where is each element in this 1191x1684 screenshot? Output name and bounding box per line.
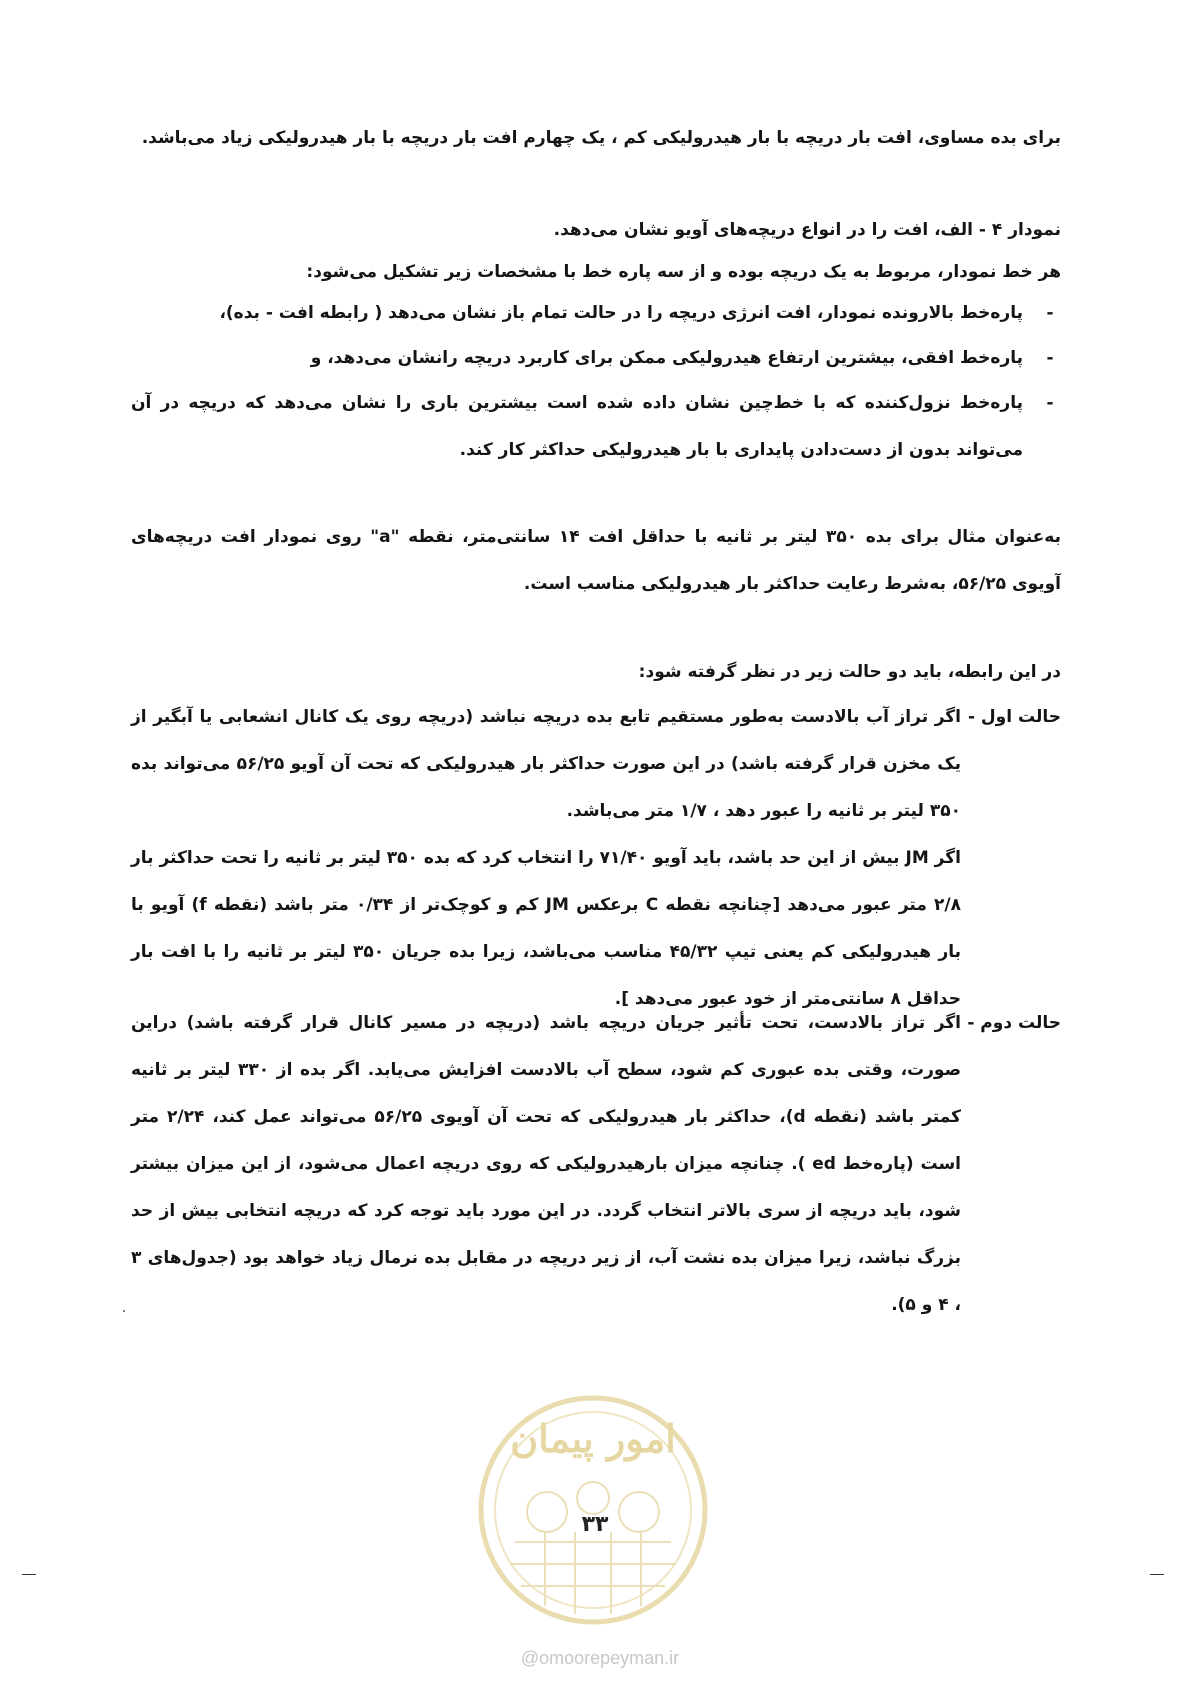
crop-mark-right <box>1150 1574 1164 1575</box>
scan-speck <box>123 1310 125 1312</box>
bullet-text: پاره‌خط بالارونده نمودار، افت انرژی دریچه را در حالت تمام باز نشان می‌دهد ( رابطه افت - بده)، <box>219 303 1023 323</box>
watermark-handle: @omoorepeyman.ir <box>520 1648 680 1668</box>
case-one <box>131 694 1061 1023</box>
case-one-label: حالت اول - <box>967 707 1061 727</box>
seal-text: امور پیمان <box>510 1416 676 1461</box>
chart-reference-line: نمودار ۴ - الف، افت را در انواع دریچه‌های آویو نشان می‌دهد. <box>553 220 1061 240</box>
example-paragraph: به‌عنوان مثال برای بده ۳۵۰ لیتر بر ثانیه با حداقل افت ۱۴ سانتی‌متر، نقطه "a" روی نمودار افت دریچه‌های آویوی ۵۶/۲۵، به‌شرط رعایت حداکثر بار هیدرولیکی مناسب است. <box>131 527 1061 594</box>
bullet-item <box>131 380 1061 474</box>
case-one-text: اگر تراز آب بالادست به‌طور مستقیم تابع بده دریچه نباشد (دریچه روی یک کانال انشعابی یا آبگیر از یک مخزن قرار گرفته باشد) در این صورت حداکثر بار هیدرولیکی که تحت آن آویو ۵۶/۲۵ می‌تواند بده ۳۵۰ لیتر بر ثانیه را عبور دهد ، ۱/۷ متر می‌باشد. <box>131 707 961 821</box>
bullet-text: پاره‌خط نزول‌کننده که با خط‌چین نشان داده شده است بیشترین باری را نشان می‌دهد که دریچه در آن می‌تواند بدون از دست‌دادن پایداری با بار هیدرولیکی حداکثر کار کند. <box>131 393 1023 460</box>
seal-logo <box>475 1392 711 1628</box>
bullet-item <box>131 290 1061 337</box>
bullet-dash: - <box>1046 303 1054 323</box>
bullet-dash: - <box>1046 393 1054 413</box>
case-two-text: اگر تراز بالادست، تحت تأثیر جریان دریچه باشد (دریچه در مسیر کانال قرار گرفته باشد) دراین صورت، وقتی بده عبوری کم شود، سطح آب بالادست افزایش می‌یابد. اگر بده از ۳۳۰ لیتر بر ثانیه کمتر باشد (نقطه d)، حداکثر بار هیدرولیکی که تحت آن آویوی ۵۶/۲۵ می‌تواند عمل کند، ۲/۲۴ متر است (پاره‌خط ed ). چنانچه میزان بارهیدرولیکی که روی دریچه اعمال می‌شود، از این میزان بیشتر شود، باید دریچه از سری بالاتر انتخاب گردد. در این مورد باید توجه کرد که دریچه انتخابی بیش از حد بزرگ نباشد، زیرا میزان بده نشت آب، از زیر دریچه در مقابل بده نرمال زیاد خواهد بود (جدول‌های ۳ ، ۴ و ۵). <box>131 1013 962 1315</box>
cases-intro: در این رابطه، باید دو حالت زیر در نظر گرفته شود: <box>638 662 1061 682</box>
bullet-dash: - <box>1046 348 1054 368</box>
case-two-label: حالت دوم - <box>967 1013 1061 1033</box>
crop-mark-left <box>22 1574 36 1575</box>
bullet-text: پاره‌خط افقی، بیشترین ارتفاع هیدرولیکی ممکن برای کاربرد دریچه رانشان می‌دهد، و <box>310 348 1023 368</box>
case-two-body <box>131 1000 961 1329</box>
intro-paragraph: برای بده مساوی، افت بار دریچه با بار هیدرولیکی کم ، یک چهارم افت بار دریچه با بار هیدرولیکی زیاد می‌باشد. <box>141 128 1061 148</box>
case-one-body <box>131 694 961 1023</box>
bullet-item <box>131 335 1061 382</box>
case-two <box>131 1000 1061 1329</box>
page-number: ۳۳ <box>581 1512 609 1537</box>
line-description: هر خط نمودار، مربوط به یک دریچه بوده و از سه پاره خط با مشخصات زیر تشکیل می‌شود: <box>306 262 1061 282</box>
case-one-text-continued: اگر JM بیش از این حد باشد، باید آویو ۷۱/۴۰ را انتخاب کرد که بده ۳۵۰ لیتر بر ثانیه را تحت حداکثر بار ۲/۸ متر عبور می‌دهد [چنانچه نقطه C برعکس JM کم و کوچک‌تر از ۰/۳۴ متر باشد (نقطه f) آویو با بار هیدرولیکی کم یعنی تیپ ۴۵/۳۲ مناسب می‌باشد، زیرا بده جریان ۳۵۰ لیتر بر ثانیه را با افت بار حداقل ۸ سانتی‌متر از خود عبور می‌دهد ]. <box>131 848 962 1009</box>
